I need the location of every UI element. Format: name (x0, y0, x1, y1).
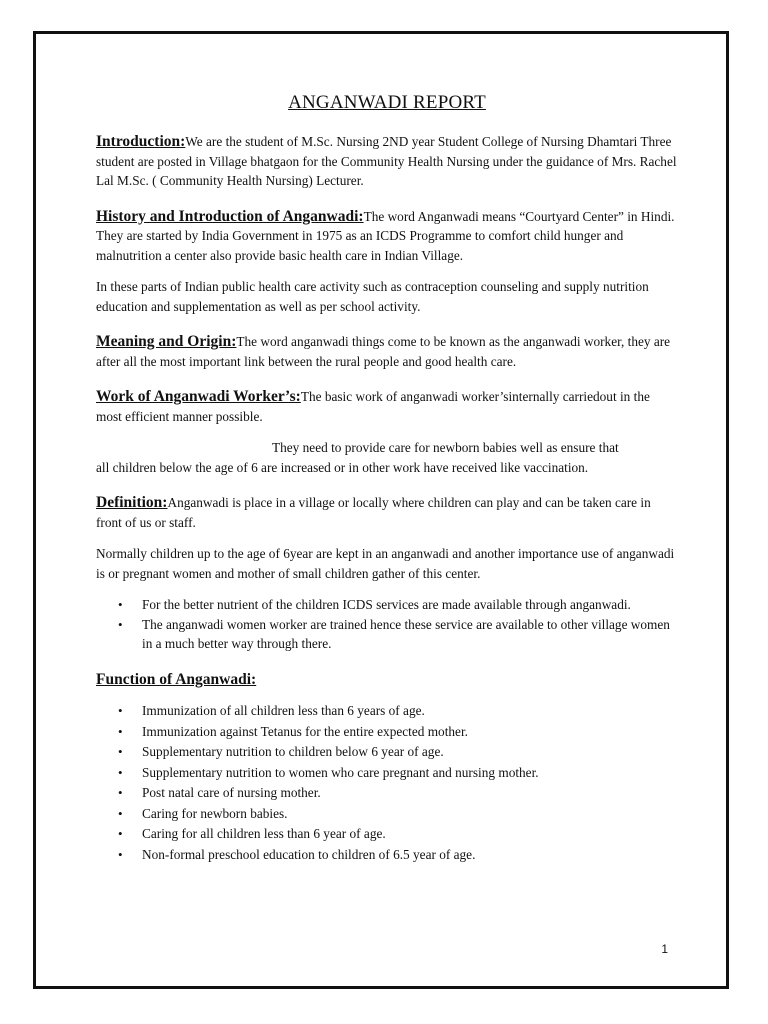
work-paragraph-2-line-2: all children below the age of 6 are increased or in other work have received like vaccination. (96, 459, 589, 475)
history-heading: History and Introduction of Anganwadi: (96, 207, 364, 225)
meaning-text: The word anganwadi things come to be known as the anganwadi worker, they are after all the most important link between the rural people and good health care. (96, 334, 671, 369)
document-content (96, 92, 678, 865)
work-text: The basic work of anganwadi worker’sinternally carriedout in the most efficient manner possible. (96, 389, 650, 424)
list-item: • Post natal care of nursing mother. (96, 783, 678, 804)
work-paragraph (96, 387, 678, 426)
definition-text: Anganwadi is place in a village or locally where children can play and can be taken care in front of us or staff. (96, 495, 651, 530)
introduction-text: We are the student of M.Sc. Nursing 2ND year Student College of Nursing Dhamtari Three student are posted in Village bhatgaon for the Community Health Nursing under the guidance of Mrs. Rachel Lal M.Sc. ( Community Health Nursing) Lecturer. (96, 134, 677, 188)
meaning-heading: Meaning and Origin: (96, 333, 237, 350)
list-item: • Supplementary nutrition to women who care pregnant and nursing mother. (96, 763, 678, 784)
list-item: • Immunization of all children less than 6 years of age. (96, 701, 678, 722)
page-number: 1 (661, 942, 668, 956)
meaning-paragraph (96, 332, 678, 371)
definition-paragraph (96, 493, 678, 532)
work-heading: Work of Anganwadi Worker’s: (96, 388, 301, 405)
history-text: The word Anganwadi means “Courtyard Center” in Hindi. They are started by India Government in 1975 as an ICDS Programme to comfort child hunger and malnutrition a center also provide basic health care in Indian Village. (96, 208, 675, 263)
list-item: • Supplementary nutrition to children below 6 year of age. (96, 742, 678, 763)
functions-heading-line (96, 670, 678, 690)
work-paragraph-2-line-1: They need to provide care for newborn babies well as ensure that (272, 440, 619, 455)
list-item: • The anganwadi women worker are trained hence these service are available to other village women in a much better way through there. (96, 615, 678, 654)
functions-list (96, 701, 678, 865)
report-title: ANGANWADI REPORT (288, 92, 486, 113)
introduction-heading: Introduction: (96, 133, 186, 150)
document-page (33, 31, 729, 989)
introduction-paragraph (96, 132, 678, 191)
list-item: • Non-formal preschool education to children of 6.5 year of age. (96, 845, 678, 866)
work-paragraph-2 (96, 438, 678, 477)
functions-heading: Function of Anganwadi: (96, 670, 257, 688)
definition-bullet-list (96, 595, 678, 654)
list-item: • Caring for newborn babies. (96, 804, 678, 825)
list-item: • Caring for all children less than 6 year of age. (96, 824, 678, 845)
history-paragraph-2: In these parts of Indian public health care activity such as contraception counseling and supply nutrition education and supplementation as well as per school activity. (96, 279, 649, 314)
definition-heading: Definition: (96, 494, 168, 511)
list-item: • For the better nutrient of the children ICDS services are made available through anganwadi. (96, 595, 678, 615)
list-item: • Immunization against Tetanus for the entire expected mother. (96, 722, 678, 743)
definition-paragraph-2: Normally children up to the age of 6year are kept in an anganwadi and another importance use of anganwadi is or pregnant women and mother of small children gather of this center. (96, 546, 675, 581)
history-paragraph (96, 207, 678, 266)
